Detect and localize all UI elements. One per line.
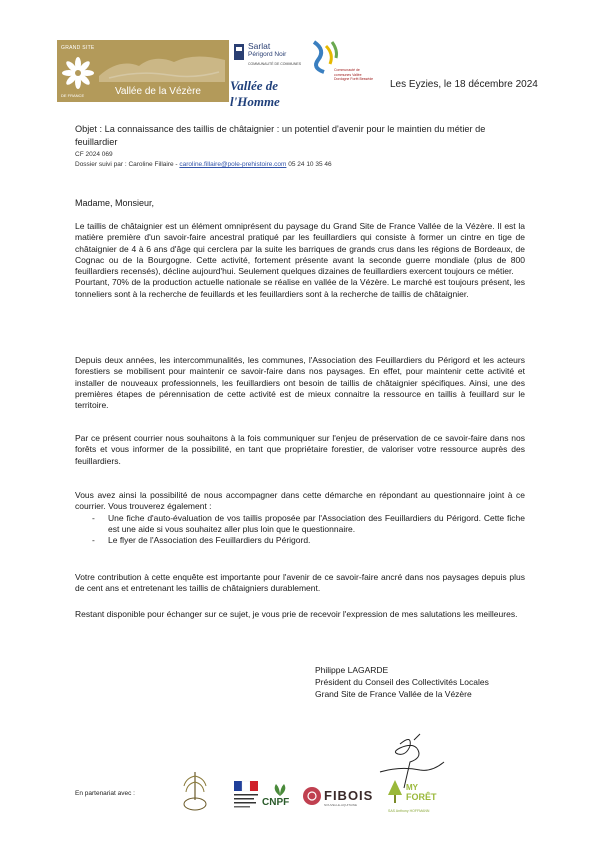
communaute-text: Communauté de communes Vallée Dordogne Forêt Bessède bbox=[334, 68, 374, 81]
sarlat-logo bbox=[232, 40, 302, 70]
sarlat-emblem-icon bbox=[232, 42, 246, 62]
list-item-text: Une fiche d'auto-évaluation de vos taillis proposée par l'Association des Feuillardiers du Périgord. Cette fiche est une aide si vous souhaitez aller plus loin que le questionnaire. bbox=[108, 512, 525, 534]
my-foret-foret: FORÊT bbox=[406, 792, 437, 802]
logo-bottom-text: DE FRANCE bbox=[61, 93, 85, 98]
logo-name: Vallée de la Vézère bbox=[115, 86, 201, 97]
signature-block bbox=[315, 664, 555, 700]
fibois-subtext: NOUVELLE-AQUITAINE bbox=[324, 803, 357, 807]
cnpf-logo bbox=[262, 782, 296, 812]
republique-francaise-logo bbox=[232, 779, 260, 813]
dossier-contact: Dossier suivi par : Caroline Fillaire bbox=[75, 161, 174, 168]
reference-number: CF 2024 069 bbox=[75, 151, 113, 158]
salutation: Madame, Monsieur, bbox=[75, 198, 155, 208]
fibois-text: FIBOIS bbox=[324, 788, 374, 803]
grand-site-logo bbox=[57, 40, 229, 102]
feuillardiers-emblem-icon bbox=[180, 770, 210, 812]
sarlat-name: Sarlat bbox=[248, 41, 271, 51]
dossier-line: Dossier suivi par : Caroline Fillaire - caroline.fillaire@pole-prehistoire.com 05 24 10 35 46 bbox=[75, 161, 332, 168]
list-item bbox=[75, 535, 525, 546]
logo-top-text: GRAND SITE bbox=[61, 45, 95, 51]
sarlat-tiny: COMMUNAUTÉ DE COMMUNES bbox=[248, 62, 302, 66]
paragraph-1b-text: Pourtant, 70% de la production actuelle nationale se réalise en vallée de la Vézère. Le marché est toujours présent, les tonneliers sont à la recherche de feuillards et les feuillardiers sont à la recherche de taillis de châtaignier. bbox=[75, 277, 525, 299]
dossier-phone: 05 24 10 35 46 bbox=[288, 161, 332, 168]
signatory-title-2: Grand Site de France Vallée de la Vézère bbox=[315, 689, 472, 699]
marianne-icon bbox=[232, 779, 260, 813]
signatory-name: Philippe LAGARDE bbox=[315, 665, 389, 675]
dossier-email-link[interactable]: caroline.fillaire@pole-prehistoire.com bbox=[179, 161, 287, 168]
paragraph-2: Depuis deux années, les intercommunalités, les communes, l'Association des Feuillardiers du Périgord et les acteurs forestiers se mobilisent pour maintenir ce savoir-faire dans nos paysages. En effet, pour maintenir cette activité et installer de nouveaux professionnels, les feuillardiers ont besoin de taillis de châtaignier spécifiques. Ainsi, une des premières étapes de pérennisation de cette activité est de mieux connaitre la ressource en taillis à feuillard sur le territoire. bbox=[75, 355, 525, 411]
fibois-logo bbox=[302, 785, 374, 811]
letter-subject: Objet : La connaissance des taillis de châtaignier : un potentiel d'avenir pour le maintien du métier de feuillardier bbox=[75, 124, 486, 147]
paragraph-5: Votre contribution à cette enquête est importante pour l'avenir de ce savoir-faire ancré dans nos paysages depuis plus de cent ans et entretenant les taillis de châtaigniers durablement. bbox=[75, 572, 525, 594]
my-foret-sub: SAS Anthony HOFFMANN bbox=[388, 809, 430, 813]
list-item-text: Le flyer de l'Association des Feuillardiers du Périgord. bbox=[108, 535, 311, 546]
leaf-icon bbox=[270, 782, 290, 796]
landscape-icon bbox=[99, 48, 225, 82]
bullet-dash: - bbox=[92, 512, 95, 523]
tree-icon bbox=[386, 779, 404, 805]
paragraph-3: Par ce présent courrier nous souhaitons à la fois communiquer sur l'enjeu de préservation de ce savoir-faire dans nos forêts et vous informer de la possibilité, en tant que propriétaire forestier, de valoriser votre ressource auprès des feuillardiers. bbox=[75, 433, 525, 466]
vallee-homme-text: Vallée de l'Homme bbox=[230, 78, 280, 109]
attachment-list bbox=[75, 513, 525, 547]
my-foret-my: MY bbox=[406, 783, 418, 792]
paragraph-6: Restant disponible pour échanger sur ce sujet, je vous prie de recevoir l'expression de mes salutations les meilleures. bbox=[75, 609, 518, 619]
paragraph-4-text: Vous avez ainsi la possibilité de nous accompagner dans cette démarche en répondant au questionnaire joint à ce courrier. Vous trouverez également : bbox=[75, 490, 525, 512]
paragraph-1-text: Le taillis de châtaignier est un élément omniprésent du paysage du Grand Site de France Vallée de la Vézère. Il est la matière première d'un savoir-faire ancestral pratiqué par les feuillardiers qui consiste à former un cintre en tige de châtaignier de 4 à 6 ans d'âge qui cerclera par la suite les barriques de grands crus dans les régions de Bordeaux, de Cognac ou de la Bourgogne. Cette activité, fortement présente avant la seconde guerre mondiale (plus de 800 feuillardiers recensés), décline aujourd'hui. Seulement quelques dizaines de feuillardiers exercent toujours ce métier. bbox=[75, 221, 525, 277]
list-item bbox=[75, 513, 525, 536]
my-foret-logo bbox=[384, 773, 444, 817]
sarlat-sub: Périgord Noir bbox=[248, 51, 287, 58]
letter-date: Les Eyzies, le 18 décembre 2024 bbox=[390, 79, 538, 90]
signatory-title-1: Président du Conseil des Collectivités Locales bbox=[315, 677, 489, 687]
fibois-emblem-icon bbox=[302, 786, 322, 806]
paragraph-1 bbox=[75, 221, 525, 300]
cnpf-text: CNPF bbox=[262, 797, 290, 808]
feuillardiers-association-logo bbox=[180, 770, 210, 812]
partners-label: En partenariat avec : bbox=[75, 790, 135, 797]
bullet-dash: - bbox=[92, 535, 95, 546]
communaute-logo bbox=[300, 40, 372, 86]
paragraph-4 bbox=[75, 490, 525, 546]
